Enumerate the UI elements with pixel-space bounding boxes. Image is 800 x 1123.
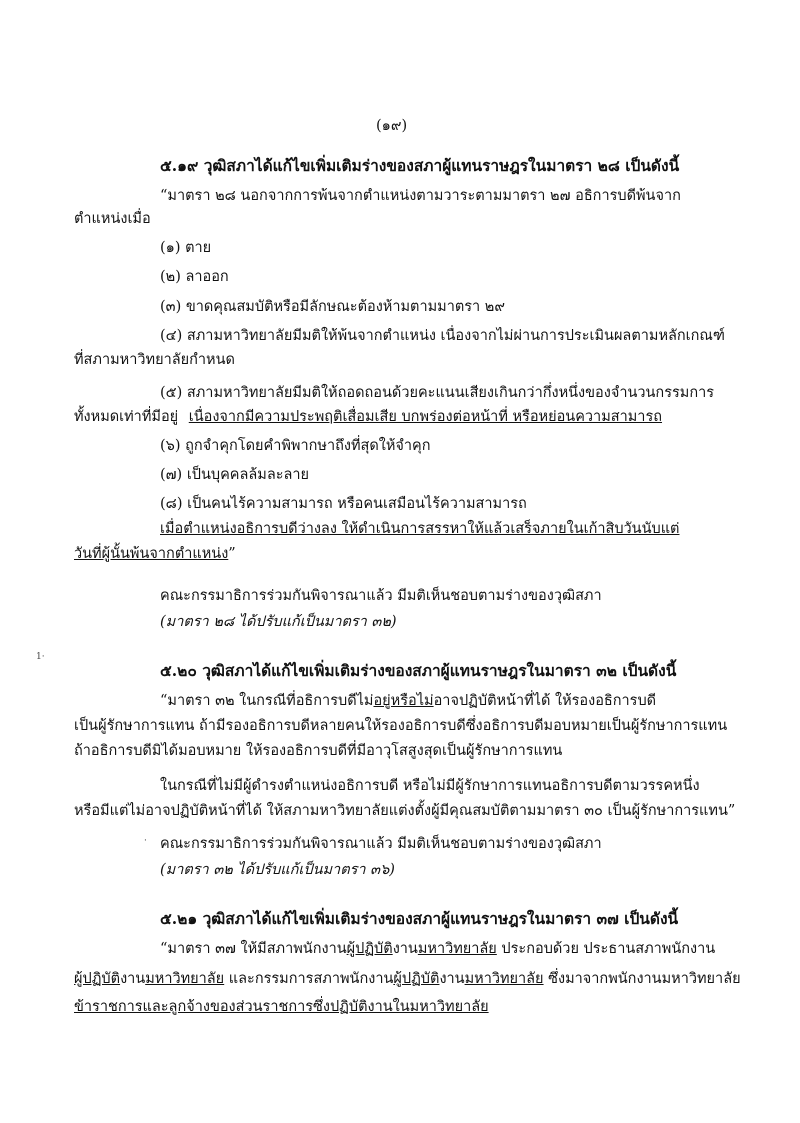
- text-run: ประกอบด้วย ประธานสภาพนักงาน: [496, 941, 716, 957]
- section-5-19-intro-line1: “มาตรา ๒๘ นอกจากการพ้นจากตำแหน่งตามวาระตามมาตรา ๒๗ อธิการบดีพ้นจาก: [160, 188, 681, 204]
- list-item-continuation: [74, 407, 662, 427]
- renumber-note: (มาตรา ๒๘ ได้ปรับแก้เป็นมาตรา ๓๒): [160, 614, 397, 630]
- section-heading-5-19: ๕.๑๙ วุฒิสภาได้แก้ไขเพิ่มเติมร่างของสภาผู้แทนราษฎรในมาตรา ๒๘ เป็นดังนี้: [160, 156, 680, 175]
- text-run: อาจปฏิบัติหน้าที่ได้ ให้รองอธิการบดี: [433, 693, 657, 709]
- amended-text: มหาวิทยาลัย: [145, 971, 225, 987]
- list-item: (๖) ถูกจำคุกโดยคำพิพากษาถึงที่สุดให้จำคุก: [160, 438, 431, 454]
- amended-text: วันที่ผู้นั้นพ้นจากตำแหน่ง: [74, 546, 229, 562]
- renumber-note: (มาตรา ๓๒ ได้ปรับแก้เป็นมาตรา ๓๖): [160, 862, 395, 878]
- section-5-21-line1: [160, 939, 715, 959]
- stray-mark: 1·: [36, 652, 45, 662]
- text-run: งาน: [439, 971, 465, 987]
- section-5-19-closing-line2: [74, 544, 236, 564]
- section-5-20-p1-line2: เป็นผู้รักษาการแทน ถ้ามีรองอธิการบดีหลายคนให้รองอธิการบดีซึ่งอธิการบดีมอบหมายเป็นผู้รักษาการแทน: [74, 718, 728, 734]
- amended-text: เมื่อตำแหน่งอธิการบดีว่างลง ให้ดำเนินการสรรหาให้แล้วเสร็จภายในเก้าสิบวันนับแต่: [160, 521, 680, 537]
- amended-text: ผู้ปฏิบัติ: [346, 941, 393, 957]
- list-item-continuation: ที่สภามหาวิทยาลัยกำหนด: [74, 352, 235, 368]
- section-heading-5-21: ๕.๒๑ วุฒิสภาได้แก้ไขเพิ่มเติมร่างของสภาผู้แทนราษฎรในมาตรา ๓๗ เป็นดังนี้: [160, 909, 679, 928]
- committee-note: คณะกรรมาธิการร่วมกันพิจารณาแล้ว มีมติเห็นชอบตามร่างของวุฒิสภา: [160, 588, 602, 604]
- amended-text: มหาวิทยาลัย: [464, 971, 544, 987]
- text-run: “มาตรา ๓๒ ในกรณีที่อธิการบดีไม่: [160, 693, 374, 709]
- text-run: งาน: [392, 941, 418, 957]
- section-5-19-intro-line2: ตำแหน่งเมื่อ: [74, 211, 151, 227]
- text-run: “มาตรา ๓๗ ให้มีสภาพนักงาน: [160, 941, 347, 957]
- list-item: (๓) ขาดคุณสมบัติหรือมีลักษณะต้องห้ามตามมาตรา ๒๙: [160, 299, 505, 315]
- section-5-20-p2-line2: หรือมีแต่ไม่อาจปฏิบัติหน้าที่ได้ ให้สภามหาวิทยาลัยแต่งตั้งผู้มีคุณสมบัติตามมาตรา ๓๐ เป็นผู้รักษาการแทน”: [74, 803, 736, 819]
- list-item: (๗) เป็นบุคคลล้มละลาย: [160, 467, 310, 483]
- section-5-20-p1-line1: [160, 691, 656, 711]
- committee-note: คณะกรรมาธิการร่วมกันพิจารณาแล้ว มีมติเห็นชอบตามร่างของวุฒิสภา: [160, 836, 602, 852]
- amended-text: ข้าราชการและลูกจ้างของส่วนราชการซึ่งปฏิบัติงานในมหาวิทยาลัย: [74, 999, 489, 1015]
- list-item: (๘) เป็นคนไร้ความสามารถ หรือคนเสมือนไร้ความสามารถ: [160, 496, 527, 512]
- text-run: และกรรมการสภาพนักงาน: [224, 971, 394, 987]
- page-number: (๑๙): [376, 118, 408, 134]
- amended-text: ผู้ปฏิบัติ: [74, 971, 121, 987]
- list-item: (๑) ตาย: [160, 240, 212, 256]
- section-heading-5-20: ๕.๒๐ วุฒิสภาได้แก้ไขเพิ่มเติมร่างของสภาผู้แทนราษฎรในมาตรา ๓๒ เป็นดังนี้: [160, 661, 677, 680]
- amended-text: ผู้ปฏิบัติ: [393, 971, 440, 987]
- section-5-21-line2: [74, 969, 741, 989]
- amended-text: มหาวิทยาลัย: [417, 941, 497, 957]
- amended-text: อยู่หรือไม่: [373, 693, 434, 709]
- list-item: (๔) สภามหาวิทยาลัยมีมติให้พ้นจากตำแหน่ง เนื่องจากไม่ผ่านการประเมินผลตามหลักเกณฑ์: [160, 328, 725, 344]
- section-5-20-p1-line3: ถ้าอธิการบดีมิได้มอบหมาย ให้รองอธิการบดีที่มีอาวุโสสูงสุดเป็นผู้รักษาการแทน: [74, 743, 563, 759]
- list-item: (๒) ลาออก: [160, 269, 229, 285]
- list-item-continuation-text: ทั้งหมดเท่าที่มีอยู่: [74, 409, 179, 425]
- amended-text: เนื่องจากมีความประพฤติเสื่อมเสีย บกพร่องต่อหน้าที่ หรือหย่อนความสามารถ: [188, 409, 663, 425]
- list-item: (๕) สภามหาวิทยาลัยมีมติให้ถอดถอนด้วยคะแนนเสียงเกินกว่ากึ่งหนึ่งของจำนวนกรรมการ: [160, 385, 715, 401]
- text-run: ซึ่งมาจากพนักงานมหาวิทยาลัย: [543, 971, 741, 987]
- stray-mark: ·: [144, 836, 147, 846]
- text-run: งาน: [120, 971, 146, 987]
- closing-quote: ”: [228, 546, 236, 562]
- section-5-20-p2-line1: ในกรณีที่ไม่มีผู้ดำรงตำแหน่งอธิการบดี หรือไม่มีผู้รักษาการแทนอธิการบดีตามวรรคหนึ่ง: [160, 778, 700, 794]
